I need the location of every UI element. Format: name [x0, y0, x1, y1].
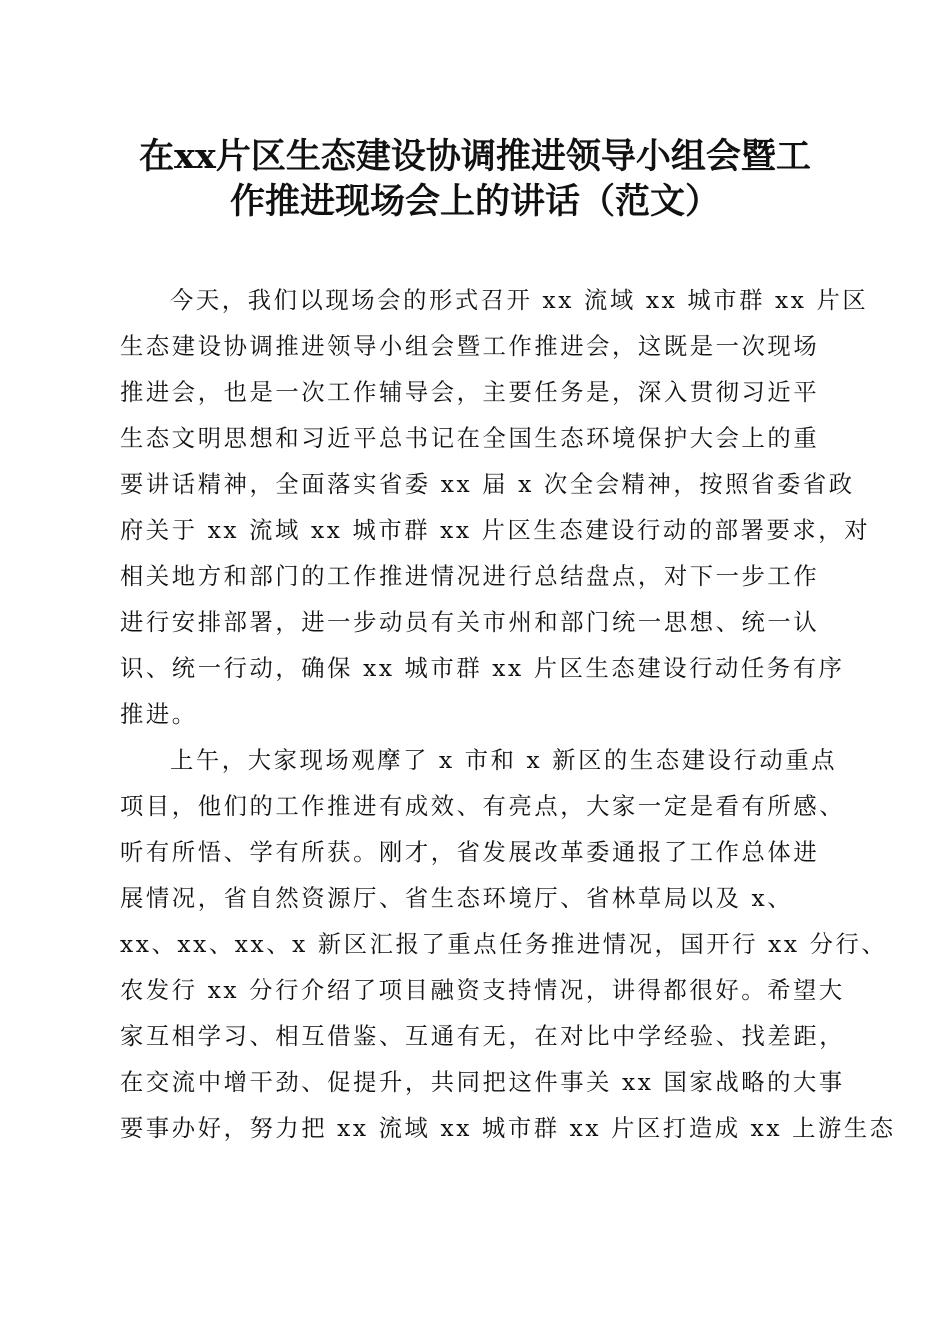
- text-line: 推进会，也是一次工作辅导会，主要任务是，深入贯彻习近平: [120, 379, 820, 406]
- text-line: 府关于 xx 流域 xx 城市群 xx 片区生态建设行动的部署要求，对: [120, 517, 871, 544]
- text-line: 家互相学习、相互借鉴、互通有无，在对比中学经验、找差距，: [120, 1023, 846, 1050]
- title-line-2: 作推进现场会上的讲话（范文）: [229, 181, 720, 222]
- text-line: 听有所悟、学有所获。刚才，省发展改革委通报了工作总体进: [120, 839, 820, 866]
- text-line: 推进。: [120, 701, 198, 728]
- text-line: xx、xx、xx、x 新区汇报了重点任务推进情况，国开行 xx 分行、: [120, 931, 888, 958]
- text-line: 农发行 xx 分行介绍了项目融资支持情况，讲得都很好。希望大: [120, 977, 845, 1004]
- text-line: 要讲话精神，全面落实省委 xx 届 x 次全会精神，按照省委省政: [120, 471, 855, 498]
- text-line: 上午，大家现场观摩了 x 市和 x 新区的生态建设行动重点: [170, 747, 838, 774]
- text-line: 识、统一行动，确保 xx 城市群 xx 片区生态建设行动任务有序: [120, 655, 845, 682]
- paragraph-1: [120, 278, 871, 738]
- paragraph-2: [120, 738, 896, 1152]
- text-line: 项目，他们的工作推进有成效、有亮点，大家一定是看有所感、: [120, 793, 846, 820]
- text-line: 进行安排部署，进一步动员有关市州和部门统一思想、统一认: [120, 609, 820, 636]
- text-line: 要事办好，努力把 xx 流域 xx 城市群 xx 片区打造成 xx 上游生态: [120, 1115, 896, 1142]
- text-line: 生态建设协调推进领导小组会暨工作推进会，这既是一次现场: [120, 333, 820, 360]
- title-line-1: 在xx片区生态建设协调推进领导小组会暨工: [139, 136, 811, 177]
- text-line: 在交流中增干劲、促提升，共同把这件事关 xx 国家战略的大事: [120, 1069, 845, 1096]
- text-line: 今天，我们以现场会的形式召开 xx 流域 xx 城市群 xx 片区: [170, 287, 869, 314]
- text-line: 展情况，省自然资源厅、省生态环境厅、省林草局以及 x、: [120, 885, 794, 912]
- text-line: 生态文明思想和习近平总书记在全国生态环境保护大会上的重: [120, 425, 820, 452]
- document-body: [120, 278, 896, 1152]
- text-line: 相关地方和部门的工作推进情况进行总结盘点，对下一步工作: [120, 563, 820, 590]
- document-title: [100, 134, 850, 224]
